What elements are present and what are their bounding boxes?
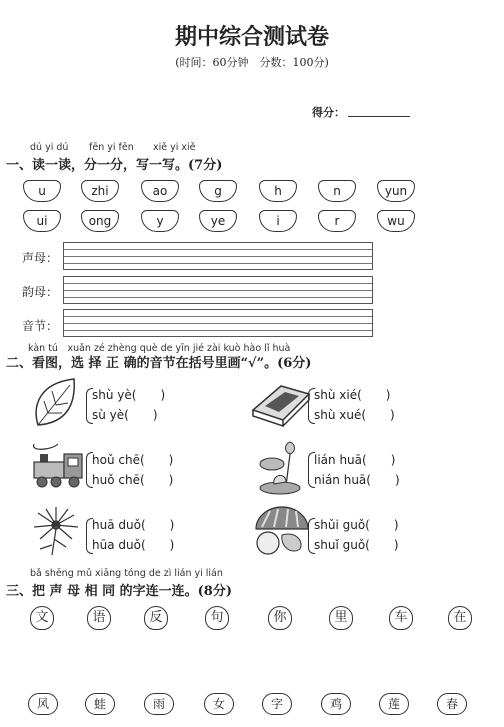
char-top[interactable]: 在 <box>448 606 472 630</box>
writing-lines-finals[interactable] <box>63 276 373 304</box>
q1-pinyin-3: xiě yi xiě <box>153 142 196 153</box>
option-lotus-b[interactable]: nián huā( ) <box>314 473 400 487</box>
syllable-bowl: y <box>141 210 179 232</box>
syllable-bowl: wu <box>377 210 415 232</box>
syllable-bowl: i <box>259 210 297 232</box>
char-bottom[interactable]: 莲 <box>379 693 409 715</box>
syllable-bowl: r <box>318 210 356 232</box>
option-fruit-a[interactable]: shǔi guǒ( ) <box>314 518 399 532</box>
score-label: 得分： <box>312 106 345 119</box>
flower-picture <box>30 505 82 557</box>
book-picture <box>251 380 311 425</box>
leaf-picture <box>30 375 80 430</box>
writing-lines-initials[interactable] <box>63 242 373 270</box>
q3-heading: 三、把 声 母 相 同 的字连一连。(8分) <box>6 584 232 599</box>
syllable-bowl: yun <box>377 180 415 202</box>
char-top[interactable]: 语 <box>87 606 111 630</box>
char-bottom[interactable]: 女 <box>204 693 234 715</box>
char-bottom[interactable]: 鸡 <box>321 693 351 715</box>
char-top[interactable]: 里 <box>329 606 353 630</box>
train-picture <box>28 440 88 492</box>
exam-info: (时间：60分钟 分数：100分) <box>175 56 329 69</box>
char-top[interactable]: 车 <box>389 606 413 630</box>
syllable-bowl: ao <box>141 180 179 202</box>
q2-pinyin: kàn tú xuǎn zé zhèng què de yīn jié zài kuò hào lǐ huà <box>28 343 291 354</box>
q1-pinyin-1: dú yi dú <box>30 142 69 153</box>
writing-lines-syllables[interactable] <box>63 309 373 337</box>
fruit-picture <box>252 505 312 557</box>
char-top[interactable]: 反 <box>144 606 168 630</box>
option-train-b[interactable]: huǒ chē( ) <box>92 473 174 487</box>
label-syllables: 音节： <box>22 319 59 333</box>
option-book-b[interactable]: shù xué( ) <box>314 408 395 422</box>
option-lotus-a[interactable]: lián huā( ) <box>314 453 396 467</box>
syllable-bowl: g <box>199 180 237 202</box>
score-blank[interactable] <box>348 116 410 117</box>
syllable-bowl: ye <box>199 210 237 232</box>
char-bottom[interactable]: 蛙 <box>85 693 115 715</box>
syllable-bowl: zhi <box>81 180 119 202</box>
char-top[interactable]: 句 <box>205 606 229 630</box>
char-bottom[interactable]: 雨 <box>144 693 174 715</box>
syllable-bowl: ui <box>23 210 61 232</box>
label-finals: 韵母： <box>22 285 59 299</box>
syllable-bowl: n <box>318 180 356 202</box>
q3-pinyin: bǎ shēng mǔ xiāng tóng de zì lián yi lián <box>30 568 223 579</box>
syllable-bowl: u <box>23 180 61 202</box>
page-title: 期中综合测试卷 <box>174 24 329 50</box>
label-initials: 声母： <box>22 251 59 265</box>
syllable-bowl: h <box>259 180 297 202</box>
char-bottom[interactable]: 风 <box>28 693 58 715</box>
lotus-picture <box>256 438 306 498</box>
q1-heading: 一、读一读，分一分，写一写。(7分) <box>6 158 223 173</box>
char-top[interactable]: 你 <box>268 606 292 630</box>
char-top[interactable]: 文 <box>30 606 54 630</box>
option-book-a[interactable]: shù xié( ) <box>314 388 391 402</box>
option-flower-b[interactable]: hūa duǒ( ) <box>92 538 175 552</box>
option-train-a[interactable]: hoǔ chē( ) <box>92 453 174 467</box>
char-bottom[interactable]: 春 <box>437 693 467 715</box>
q1-pinyin-2: fēn yi fēn <box>89 142 134 153</box>
option-leaf-b[interactable]: sù yè( ) <box>92 408 158 422</box>
syllable-bowl: ong <box>81 210 119 232</box>
option-flower-a[interactable]: huā duǒ( ) <box>92 518 175 532</box>
char-bottom[interactable]: 字 <box>262 693 292 715</box>
option-fruit-b[interactable]: shuǐ guǒ( ) <box>314 538 399 552</box>
q2-heading: 二、看图，选 择 正 确的音节在括号里画“√”。(6分) <box>6 356 312 371</box>
option-leaf-a[interactable]: shù yè( ) <box>92 388 166 402</box>
